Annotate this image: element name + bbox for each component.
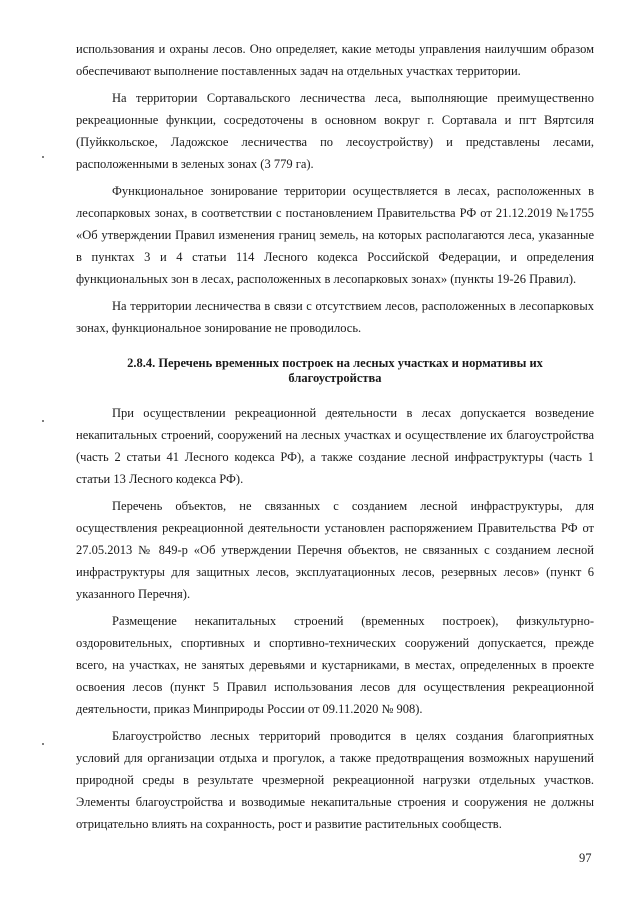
- paragraph-no-zoning: На территории лесничества в связи с отсутствием лесов, расположенных в лесопарковых зонах, функциональное зонирование не проводилось.: [76, 299, 594, 335]
- paragraph-continuation: использования и охраны лесов. Оно определяет, какие методы управления наилучшим образом обеспечивают выполнение поставленных задач на отдельных участках территории.: [76, 42, 594, 78]
- paragraph-functional-zoning: Функциональное зонирование территории осуществляется в лесах, расположенных в лесопарковых зонах, в соответствии с постановлением Правительства РФ от 21.12.2019 №1755 «Об утверждении Правил изменения границ земель, на которых располагаются леса, указанные в пунктах 3 и 4 статьи 114 Лесного кодекса Российской Федерации, и определения функциональных зон в лесах, расположенных в лесопарковых зонах» (пункты 19-26 Правил).: [76, 184, 594, 286]
- document-page: [76, 38, 594, 840]
- scan-mark: [42, 743, 44, 745]
- paragraph-landscaping: Благоустройство лесных территорий проводится в целях создания благоприятных условий для организации отдыха и прогулок, а также предотвращения возможных нарушений природной среды в результате чрезмерной рекреационной нагрузки отдельных участков. Элементы благоустройства и возводимые некапитальные строения и сооружения не должны отрицательно влиять на сохранность, рост и развитие растительных сообществ.: [76, 729, 594, 831]
- paragraph-recreational-activity: При осуществлении рекреационной деятельности в лесах допускается возведение некапитальных строений, сооружений на лесных участках и осуществление их благоустройства (часть 2 статьи 41 Лесного кодекса РФ), а также создание лесной инфраструктуры (часть 1 статьи 13 Лесного кодекса РФ).: [76, 406, 594, 486]
- page-number: 97: [579, 851, 592, 865]
- paragraph-objects-list: Перечень объектов, не связанных с созданием лесной инфраструктуры, для осуществления рекреационной деятельности установлен распоряжением Правительства РФ от 27.05.2013 № 849-р «Об утверждении Перечня объектов, не связанных с созданием лесной инфраструктуры для защитных лесов, эксплуатационных лесов, резервных лесов» (пункт 6 указанного Перечня).: [76, 499, 594, 601]
- scan-mark: [42, 156, 44, 158]
- paragraph-placement: Размещение некапитальных строений (временных построек), физкультурно-оздоровительных, спортивных и спортивно-технических сооружений допускается, прежде всего, на участках, не занятых деревьями и кустарниками, в местах, определенных в проекте освоения лесов (пункт 5 Правил использования лесов для осуществления рекреационной деятельности, приказ Минприроды России от 09.11.2020 № 908).: [76, 614, 594, 716]
- section-heading: 2.8.4. Перечень временных построек на лесных участках и нормативы их благоустройства: [127, 356, 543, 385]
- scan-mark: [42, 420, 44, 422]
- paragraph-recreational-forests: На территории Сортавальского лесничества леса, выполняющие преимущественно рекреационные функции, сосредоточены в основном вокруг г. Сортавала и пгт Вяртсиля (Пуйккольское, Ладожское лесничества по лесоустройству) и представлены лесами, расположенными в зеленых зонах (3 779 га).: [76, 91, 594, 171]
